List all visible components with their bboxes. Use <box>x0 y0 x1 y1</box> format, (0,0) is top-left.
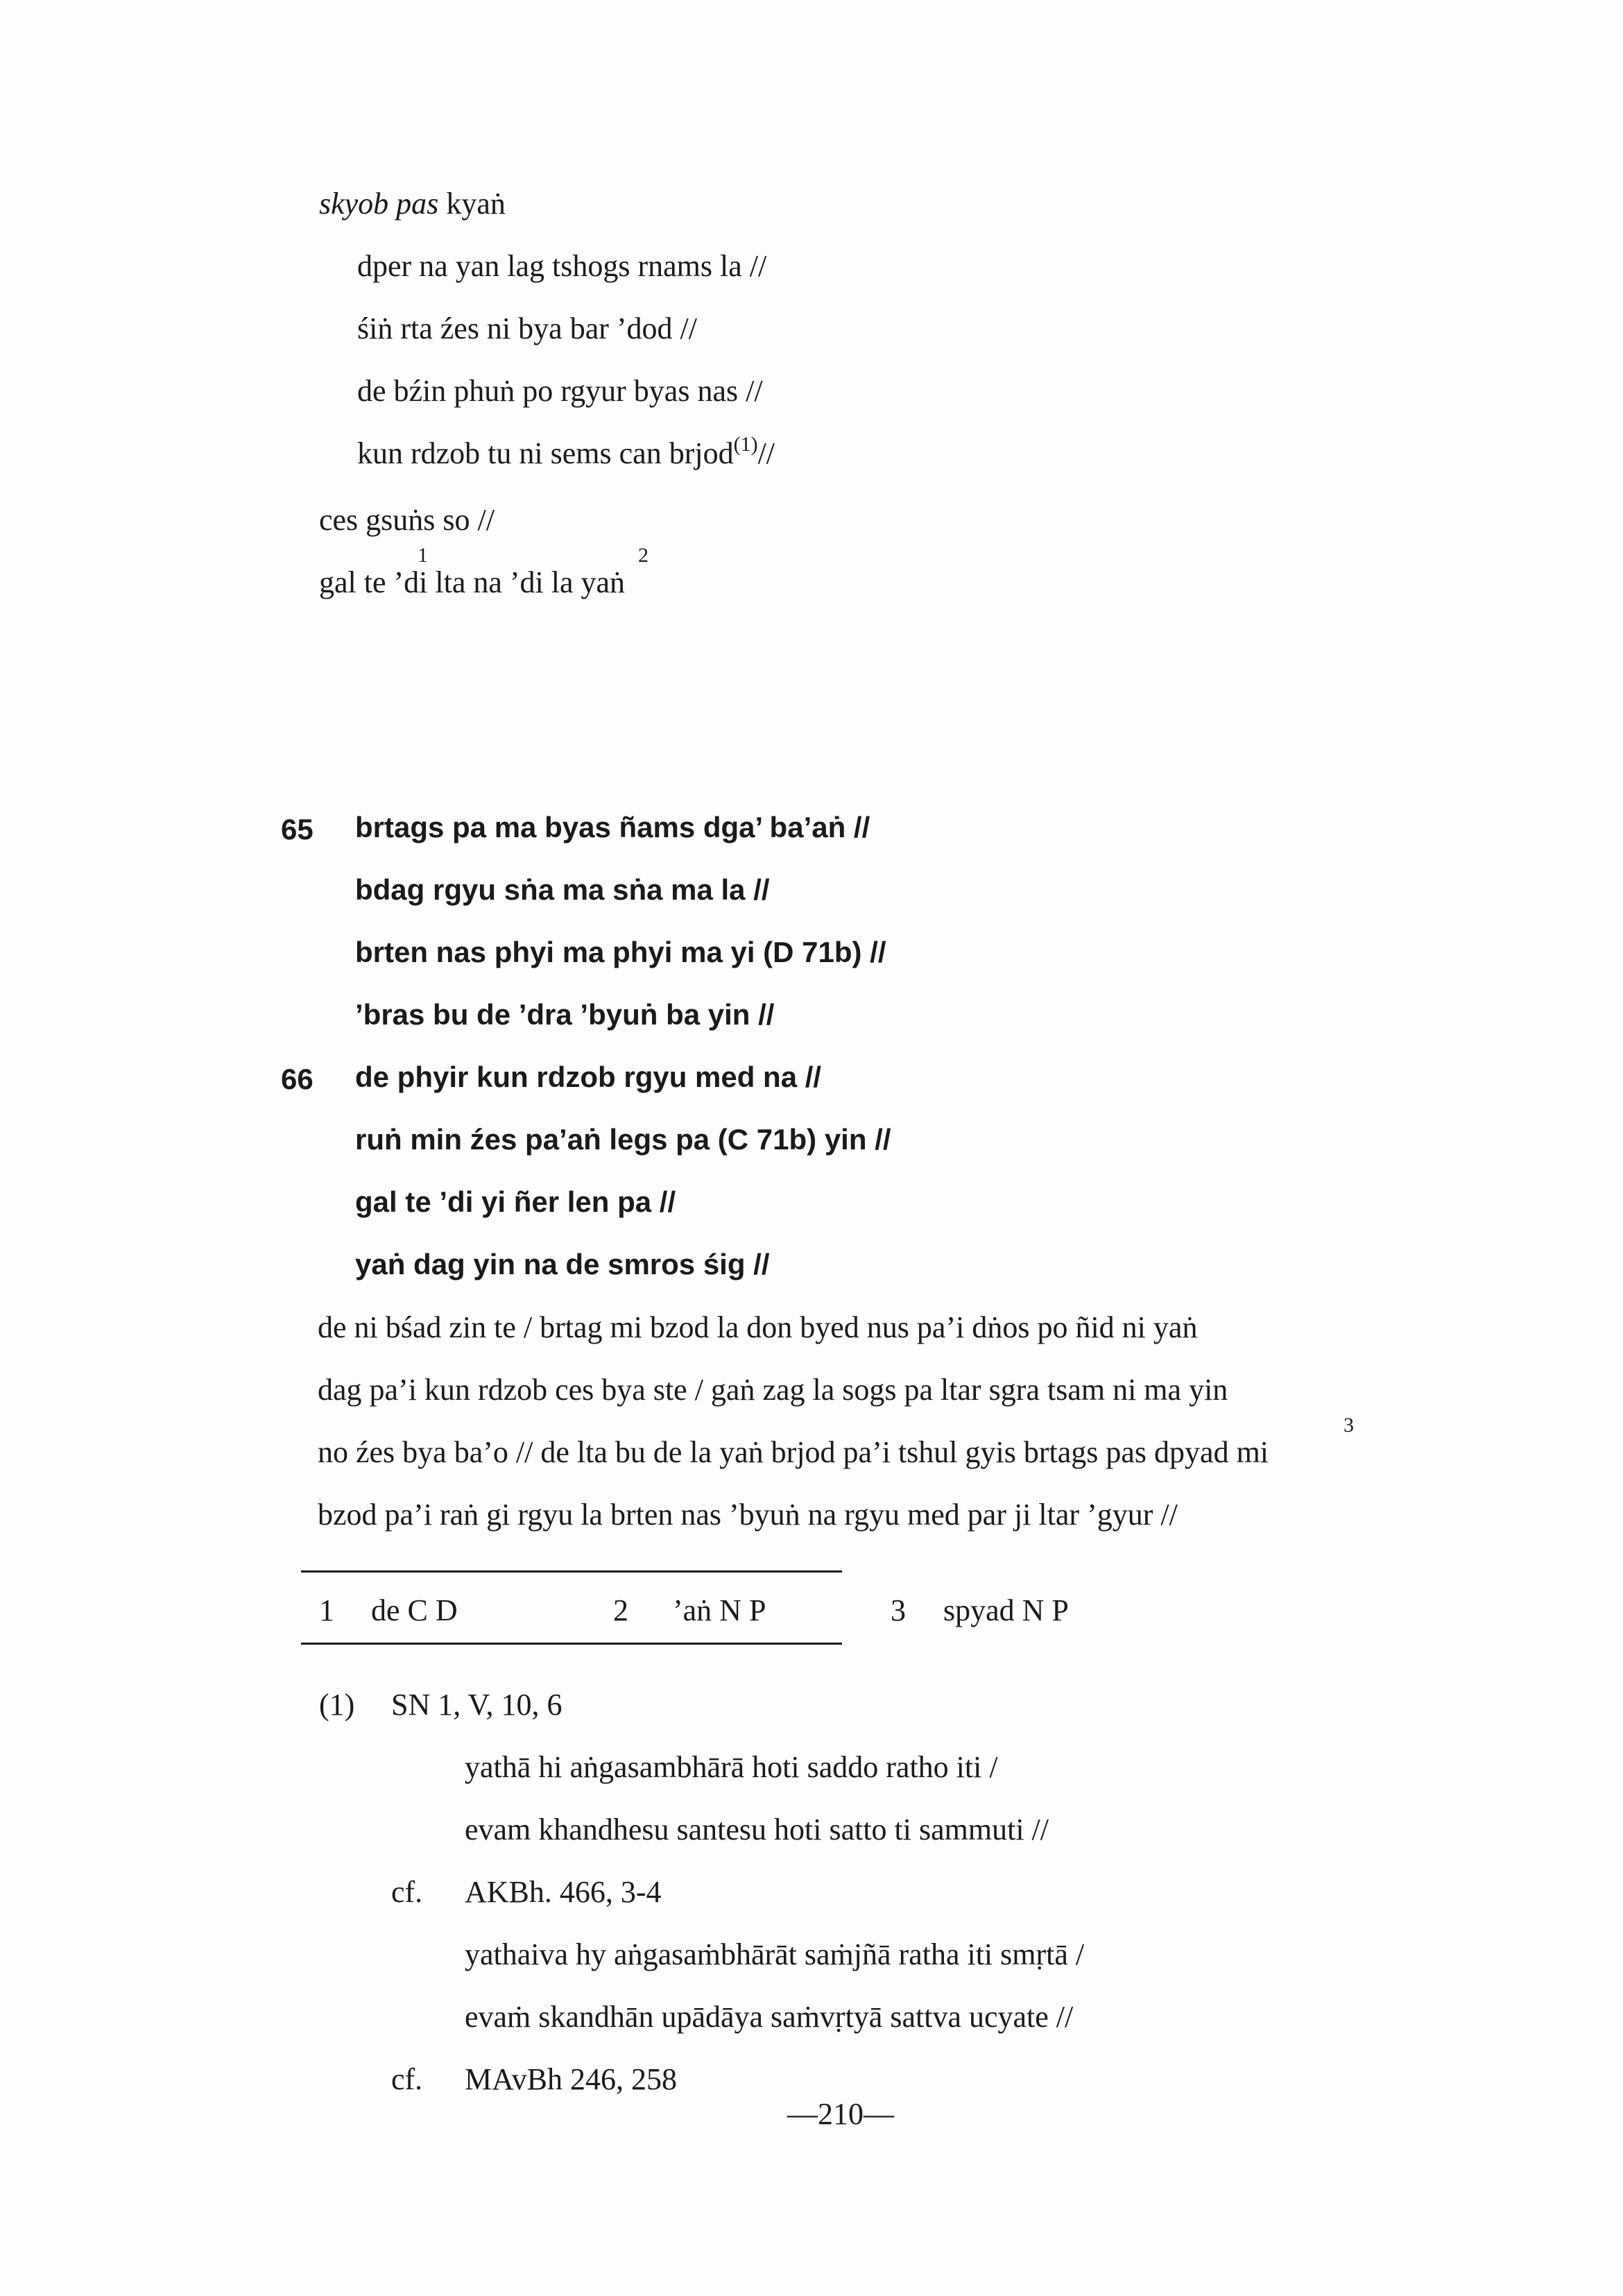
variant-number: 3 <box>891 1593 906 1627</box>
verse-line: brten nas phyi ma phyi ma yi (D 71b) // <box>355 936 886 968</box>
verse-line: gal te ’di yi ñer len pa // <box>355 1185 676 1218</box>
pali-line: yathā hi aṅgasambhārā hoti saddo ratho iti / <box>465 1750 998 1784</box>
intro-rest: kyaṅ <box>438 187 506 221</box>
variant-mark: 1 <box>418 544 428 567</box>
intro-line <box>319 189 506 219</box>
verse-line: ’bras bu de ’dra ’byuṅ ba yin // <box>355 998 775 1031</box>
apparatus-rule-top <box>301 1570 842 1573</box>
variant-reading: ’aṅ N P <box>673 1593 766 1627</box>
sanskrit-line: evaṁ skandhān upādāya saṁvṛtyā sattva ucyate // <box>465 2000 1074 2034</box>
verse1-line: de bźin phuṅ po rgyur byas nas // <box>357 374 763 408</box>
pali-line: evam khandhesu santesu hoti satto ti sammuti // <box>465 1813 1049 1847</box>
commentary-line: no źes bya ba’o // de lta bu de la yaṅ brjod pa’i tshul gyis brtags pas dpyad mi <box>318 1435 1269 1469</box>
verse1-line: dper na yan lag tshogs rnams la // <box>357 249 767 283</box>
ces-line: ces gsuṅs so // <box>319 503 495 537</box>
apparatus-rule-bottom <box>301 1643 842 1645</box>
note-ref-mark: (1) <box>733 433 758 456</box>
variant-mark: 3 <box>1343 1414 1354 1437</box>
cf-source: MAvBh 246, 258 <box>465 2062 677 2096</box>
verse1-line: śiṅ rta źes ni bya bar ’dod // <box>357 311 697 345</box>
verse-number: 66 <box>281 1063 314 1095</box>
verse1-line-text: kun rdzob tu ni sems can brjod <box>357 436 734 470</box>
variant-reading: spyad N P <box>943 1593 1069 1627</box>
gal-line: gal te ’di lta na ’di la yaṅ <box>319 565 626 599</box>
note-source: SN 1, V, 10, 6 <box>391 1688 563 1722</box>
variant-mark: 2 <box>638 544 649 567</box>
cf-label: cf. <box>391 2062 423 2096</box>
intro-italic: skyob pas <box>319 187 439 221</box>
note-label: (1) <box>319 1688 355 1722</box>
commentary-line: de ni bśad zin te / brtag mi bzod la don byed nus pa’i dṅos po ñid ni yaṅ <box>318 1310 1198 1344</box>
sanskrit-line: yathaiva hy aṅgasaṁbhārāt saṁjñā ratha iti smṛtā / <box>465 1937 1085 1971</box>
cf-label: cf. <box>391 1875 423 1909</box>
commentary-line: dag pa’i kun rdzob ces bya ste / gaṅ zag la sogs pa ltar sgra tsam ni ma yin <box>318 1373 1228 1407</box>
variant-number: 2 <box>613 1593 628 1627</box>
verse-number: 65 <box>281 813 314 846</box>
verse-line: ruṅ min źes pa’aṅ legs pa (C 71b) yin // <box>355 1123 891 1156</box>
verse-line: bdag rgyu sṅa ma sṅa ma la // <box>355 873 770 906</box>
verse1-line <box>357 433 775 470</box>
verse-line: yaṅ dag yin na de smros śig // <box>355 1248 770 1280</box>
commentary-line: bzod pa’i raṅ gi rgyu la brten nas ’byuṅ na rgyu med par ji ltar ’gyur // <box>318 1498 1178 1532</box>
verse-line: brtags pa ma byas ñams dga’ ba’aṅ // <box>355 811 870 843</box>
page-number: —210— <box>787 2097 894 2131</box>
verse1-tail: // <box>757 436 775 470</box>
variant-reading: de C D <box>371 1593 458 1627</box>
variant-number: 1 <box>319 1593 334 1627</box>
verse-line: de phyir kun rdzob rgyu med na // <box>355 1061 822 1093</box>
cf-source: AKBh. 466, 3-4 <box>465 1875 662 1909</box>
